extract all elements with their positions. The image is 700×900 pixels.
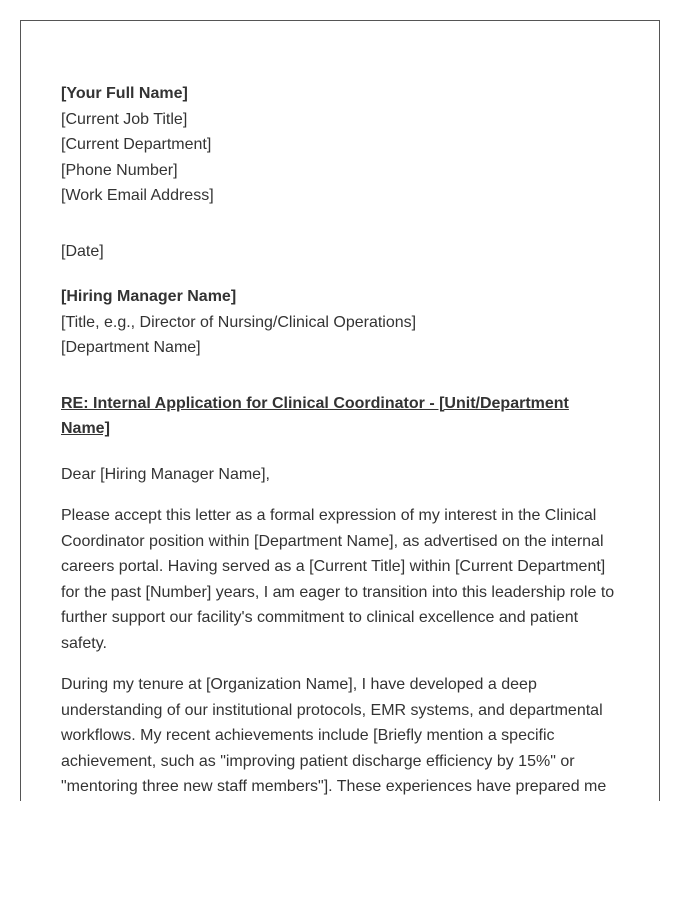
date-block: [61, 239, 621, 265]
sender-phone: [Phone Number]: [61, 161, 178, 179]
body-paragraph-2: During my tenure at [Organization Name], I have developed a deep understanding of our institutional protocols, EMR systems, and departmental workflows. My recent achievements include [Briefly mention a specific achievement, such as "improving patient discharge efficiency by 15%" or "mentoring three new staff members"]. These experiences have prepared me: [61, 676, 607, 795]
letter-content: [61, 81, 621, 800]
body-paragraph-1: Please accept this letter as a formal expression of my interest in the Clinical Coordinator position within [Department Name], as advertised on the internal careers portal. Having served as a [Current Title] within [Current Department] for the past [Number] years, I am eager to transition into this leadership role to further support our facility's commitment to clinical excellence and patient safety.: [61, 507, 615, 652]
salutation: Dear [Hiring Manager Name],: [61, 465, 270, 483]
recipient-department: [Department Name]: [61, 339, 201, 356]
sender-block: [61, 81, 621, 209]
subject-line: [61, 391, 621, 442]
sender-department: [Current Department]: [61, 136, 212, 153]
letter-date: [Date]: [61, 242, 104, 260]
recipient-block: [61, 284, 621, 361]
sender-email: [Work Email Address]: [61, 187, 214, 204]
recipient-title: [Title, e.g., Director of Nursing/Clinical Operations]: [61, 313, 417, 331]
recipient-name: [Hiring Manager Name]: [61, 288, 237, 305]
sender-name: [Your Full Name]: [61, 85, 188, 102]
letter-page: [20, 20, 660, 801]
sender-job-title: [Current Job Title]: [61, 110, 188, 128]
subject-text: RE: Internal Application for Clinical Coordinator - [Unit/Department Name]: [61, 394, 569, 437]
